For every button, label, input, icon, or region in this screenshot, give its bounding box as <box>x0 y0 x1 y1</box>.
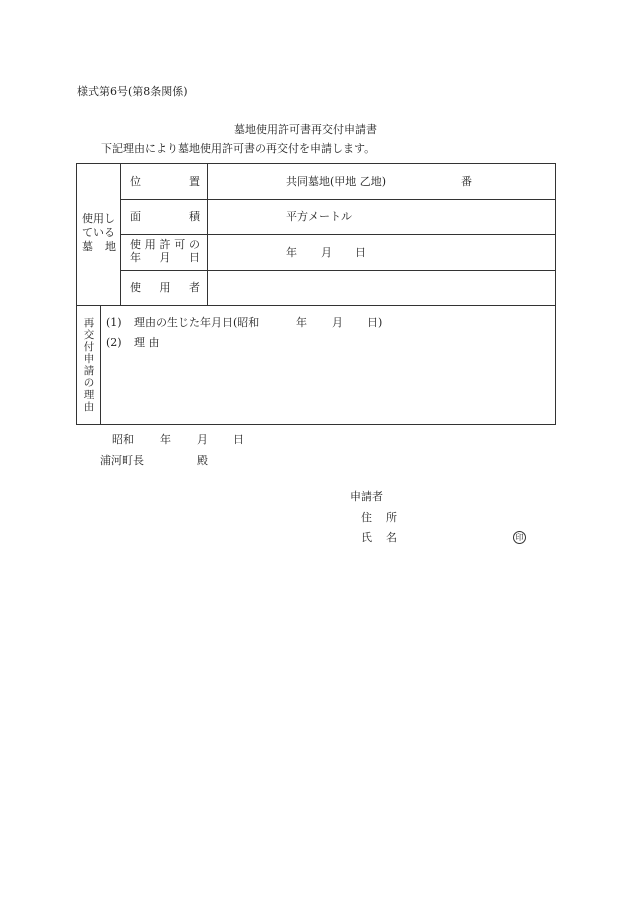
cemetery-in-use-label: 使用し ている 墓 地 <box>82 212 116 253</box>
permit-date-month: 月 <box>321 246 332 259</box>
reason-item-1-number: (1) <box>106 316 122 329</box>
date-year-label: 年 <box>160 433 171 446</box>
form-intro: 下記理由により墓地使用許可書の再交付を申請します。 <box>101 142 376 155</box>
location-value: 共同墓地(甲地 乙地) <box>286 175 387 188</box>
area-unit: 平方メートル <box>286 210 352 223</box>
area-label: 面 積 <box>130 210 200 223</box>
reason-item-1-month: 月 <box>332 316 343 329</box>
location-label: 位 置 <box>130 175 200 188</box>
honorific: 殿 <box>197 454 208 467</box>
date-day-label: 日 <box>233 433 244 446</box>
reason-item-1-text: 理由の生じた年月日(昭和 <box>134 316 260 329</box>
reason-item-1-year: 年 <box>296 316 307 329</box>
date-era: 昭和 <box>112 433 134 446</box>
reissue-reason-label: 再 交 付 申 請 の 理 由 <box>83 317 95 413</box>
permit-date-day: 日 <box>355 246 366 259</box>
location-number-suffix: 番 <box>461 175 472 188</box>
form-title: 墓地使用許可書再交付申請書 <box>234 123 377 136</box>
name-label: 氏 名 <box>361 531 397 544</box>
reason-item-1-day: 日) <box>367 316 383 329</box>
date-month-label: 月 <box>197 433 208 446</box>
permit-date-year: 年 <box>286 246 297 259</box>
permit-date-label: 使 用 許 可 の 年 月 日 <box>130 238 200 264</box>
form-style-label: 様式第6号(第8条関係) <box>77 85 188 98</box>
address-label: 住 所 <box>361 511 397 524</box>
addressee: 浦河町長 <box>100 454 144 467</box>
reason-item-2-text: 理 由 <box>134 336 160 349</box>
seal-mark: 印 <box>513 531 526 544</box>
reason-item-2-number: (2) <box>106 336 122 349</box>
applicant-label: 申請者 <box>350 490 383 503</box>
user-label: 使 用 者 <box>130 281 200 294</box>
